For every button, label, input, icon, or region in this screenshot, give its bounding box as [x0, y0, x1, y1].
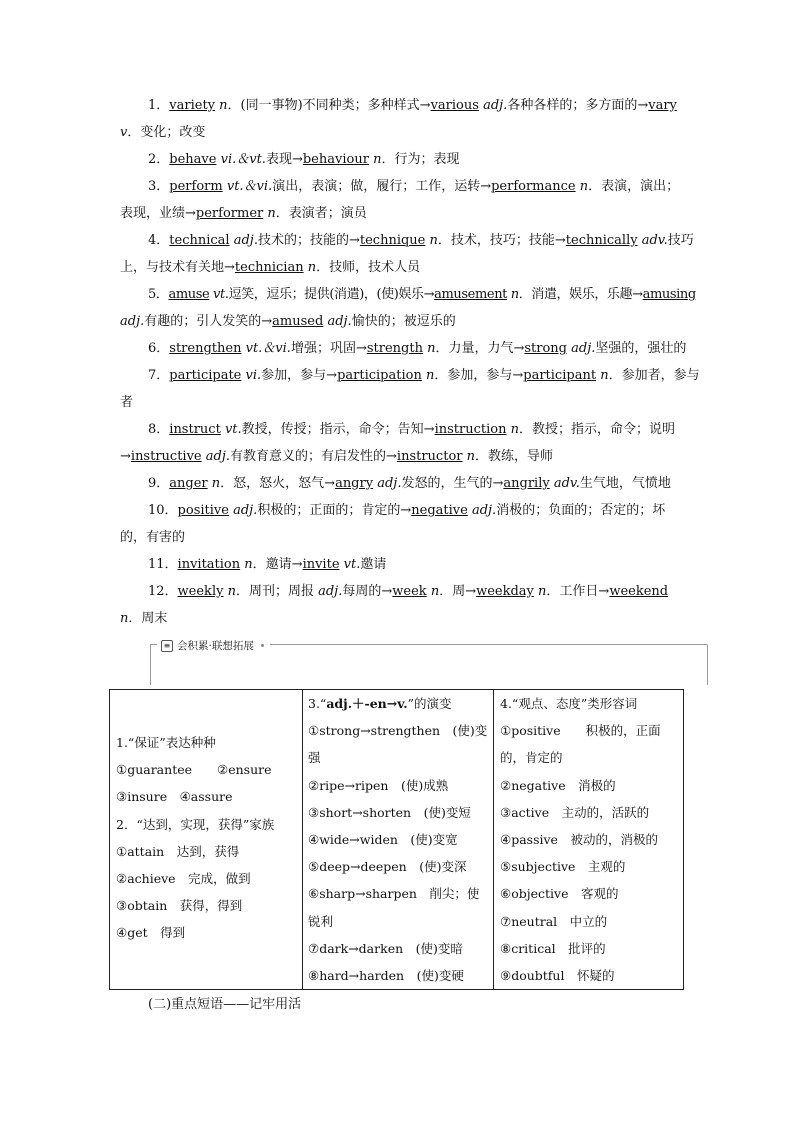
table-row: ⑧critical 批评的 [500, 940, 606, 956]
vocab-entry-5: 5．amuse vt.逗笑，逗乐；提供(消遣)，(使)娱乐→amusement n．消遣，娱乐，乐趣→amusing [148, 287, 696, 302]
note-icon: ≡ [161, 640, 173, 652]
accumulation-header [157, 638, 270, 653]
vocab-entry-6: 6．strengthen vt.＆vi.增强；巩固→strength n．力量，力气→strong adj.坚强的，强壮的 [148, 341, 687, 356]
section-heading: (二)重点短语——记牢用活 [148, 997, 302, 1012]
table-row: ④passive 被动的，消极的 [500, 832, 658, 848]
table-row: ③obtain 获得，得到 [116, 898, 243, 914]
table-row: ⑤subjective 主观的 [500, 859, 626, 875]
table-row: ①attain 达到，获得 [116, 843, 240, 859]
accumulation-title: 会积累·联想拓展 [177, 640, 254, 652]
vocab-entry-8: 8．instruct vt.教授，传授；指示，命令；告知→instruction n．教授；指示，命令；说明 [148, 422, 675, 437]
vocab-entry-7: 7．participate vi.参加，参与→participation n．参加，参与→participant n．参加者，参与 [148, 368, 700, 383]
vocab-entry-9: 9．anger n．怒，怒火，怒气→angry adj.发怒的，生气的→angrily adv.生气地，气愤地 [148, 476, 671, 491]
table-row: ⑦dark→darken (使)变暗 [308, 940, 463, 956]
table-column-attitude-adjectives [493, 690, 683, 989]
vocab-entry-2: 2．behave vi.＆vt.表现→behaviour n．行为；表现 [148, 152, 460, 167]
vocab-list: 1．variety n．(同一事物)不同种类；多种样式→various adj.各种各样的；多方面的→vary v．变化；改变 2．behave vi.＆vt.表现→behaviour n．行为；表现 3．perform vt.＆vi.演出，表演；做，履行；工作，运转→performance n．表演，演出； 表现，业绩→performer n．表演者；演员 4．technical adj.技术的；技能的→technique n．技术，技巧；技能→technically adv.技巧 上，与技术有关地→technician n．技师，技术人员 5．amuse vt.逗笑，逗乐；提供(消遣)，(使)娱乐→amusement n．消遣，娱乐，乐趣→amusing adj.有趣的；引人发笑的→amused adj.愉快的；被逗乐的 6．strengthen vt.＆vi.增强；巩固→strength n．力量，力气→strong adj.坚强的，强壮的 7．participate vi.参加，参与→participation n．参加，参与→participant n．参加者，参与 者 8．instruct vt.教授，传授；指示，命令；告知→instruction n．教授；指示，命令；说明 →instructive adj.有教育意义的；有启发性的→instructor n．教练，导师 9．anger n．怒，怒火，怒气→angry adj.发怒的，生气的→angrily adv.生气地，气愤地 10．positive adj.积极的；正面的；肯定的→negative adj.消极的；负面的；否定的；坏 的，有害的 11．invitation n．邀请→invite vt.邀请 12．weekly n．周刊；周报 adj.每周的→week n．周→weekday n．工作日→weekend n．周末 [120, 92, 676, 632]
table-row: ②negative 消极的 [500, 777, 616, 793]
vocab-entry-3: 3．perform vt.＆vi.演出，表演；做，履行；工作，运转→performance n．表演，演出； [148, 179, 680, 194]
table-row: ②achieve 完成，做到 [116, 871, 251, 887]
vocab-entry-4: 4．technical adj.技术的；技能的→technique n．技术，技巧；技能→technically adv.技巧 [148, 233, 694, 248]
table-row: ①guarantee ②ensure [116, 762, 272, 778]
table-row: ⑥objective 客观的 [500, 886, 619, 902]
table-row: 强 [308, 750, 321, 766]
table-column-en-verbs [302, 690, 493, 989]
column-heading: 2．“达到，实现，获得”家族 [116, 816, 275, 832]
vocab-entry-11: 11．invitation n．邀请→invite vt.邀请 [148, 557, 387, 572]
column-heading: 4.“观点、态度”类形容词 [500, 696, 638, 711]
table-row: ⑦neutral 中立的 [500, 913, 608, 929]
column-heading: 1.“保证”表达种种 [116, 735, 216, 750]
table-row: ⑤deep→deepen (使)变深 [308, 859, 467, 875]
vocab-entry-12: 12．weekly n．周刊；周报 adj.每周的→week n．周→weekday n．工作日→weekend [148, 584, 669, 599]
table-column-guarantee [110, 690, 302, 989]
table-row: ③insure ④assure [116, 789, 233, 805]
table-row: ①strong→strengthen (使)变 [308, 723, 488, 739]
vocab-entry-10: 10．positive adj.积极的；正面的；肯定的→negative adj.消极的；负面的；否定的；坏 [148, 503, 666, 518]
column-heading: 3.“adj.＋-en→v.”的演变 [308, 696, 452, 711]
table-row: ⑨doubtful 怀疑的 [500, 968, 615, 984]
table-row: ①positive 积极的，正面 [500, 723, 661, 739]
table-row: ⑥sharp→sharpen 削尖；使 [308, 886, 480, 902]
table-row: ③active 主动的，活跃的 [500, 804, 650, 820]
table-row: ④get 得到 [116, 925, 186, 941]
table-row: ④wide→widen (使)变宽 [308, 832, 458, 848]
dot-icon [261, 644, 264, 647]
table-row: ②ripe→ripen (使)成熟 [308, 777, 449, 793]
table-row: ⑧hard→harden (使)变硬 [308, 968, 464, 984]
table-row: 锐利 [308, 913, 334, 929]
table-row: ③short→shorten (使)变短 [308, 804, 471, 820]
vocab-entry-1: 1．variety n．(同一事物)不同种类；多种样式→various adj.各种各样的；多方面的→vary [148, 98, 677, 113]
table-row: 的，肯定的 [500, 750, 563, 766]
synonym-table [109, 689, 684, 990]
